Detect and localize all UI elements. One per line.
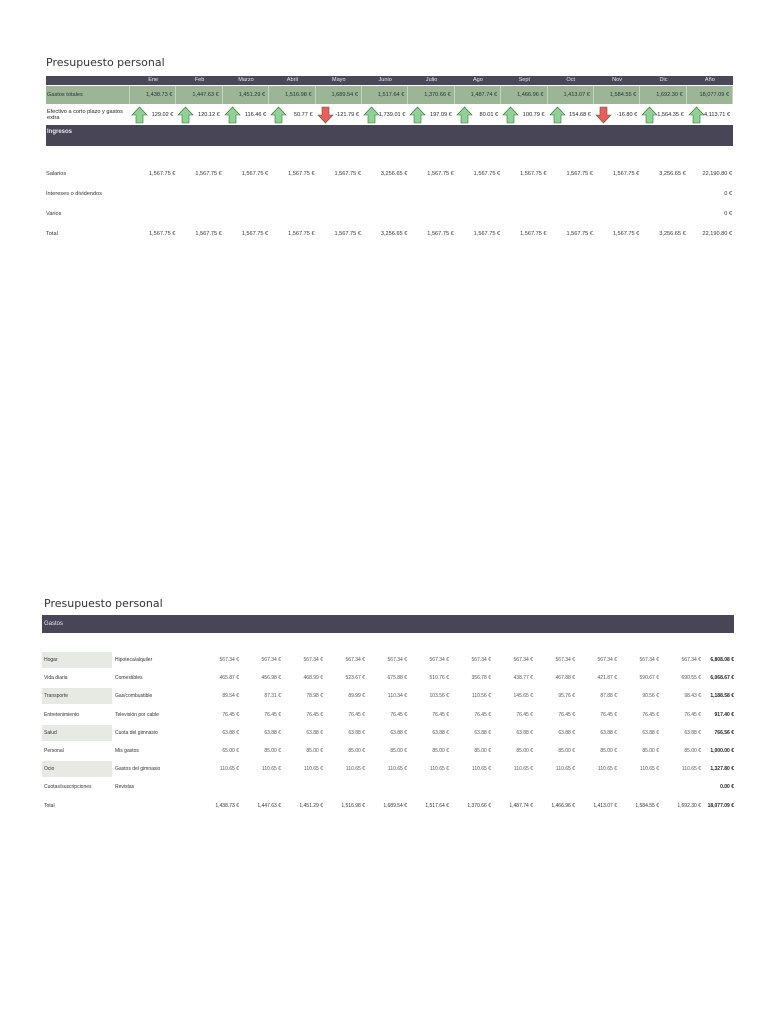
ingresos-cell	[176, 191, 222, 197]
subcategory-label: Gastos del gimnasio	[115, 766, 161, 773]
efectivo-value: 80.01 €	[479, 111, 499, 118]
efectivo-value: -121.79 €	[335, 111, 359, 118]
gastos-row	[42, 652, 734, 668]
efectivo-cell	[130, 105, 176, 125]
gastos-cell: 567.34 €	[681, 657, 701, 663]
efectivo-row	[46, 105, 733, 125]
month-header: Año	[687, 76, 733, 85]
gastos-cell: 85.00 €	[516, 748, 533, 754]
gastos-cell: 1,447.63 €	[257, 802, 281, 809]
efectivo-cell	[269, 105, 315, 125]
gastos-cell: 98.43 €	[684, 693, 701, 700]
row-label: Efectivo a corto plazo y gastos extra	[47, 108, 123, 121]
gastos-cell: 76.45 €	[264, 711, 281, 718]
efectivo-cell	[687, 105, 733, 125]
ingresos-cell: 3,256.65 €	[380, 231, 408, 237]
gastos-cell: 110.56 €	[471, 693, 491, 700]
gastos-cell: 85.00 €	[642, 748, 659, 754]
gastos-cell: 567.34 €	[303, 657, 323, 663]
gastos-cell: 1,516.98 €	[341, 802, 365, 809]
row-label: Varios	[46, 211, 62, 217]
gastos-cell: 468.99 €	[303, 675, 323, 682]
gastos-cell: 63.88 €	[600, 729, 617, 736]
gastos-cell: 110.65 €	[597, 766, 617, 773]
arrow-up-icon	[131, 106, 148, 124]
month-header: Mayo	[331, 77, 346, 84]
gastos-cell: 567.34 €	[261, 657, 281, 663]
gastos-total-cell: 1,689.54 €	[316, 86, 362, 104]
gastos-cell: 110.65 €	[429, 766, 449, 773]
gastos-total-cell: 1,370.66 €	[408, 86, 454, 104]
arrow-down-icon	[595, 106, 612, 124]
ingresos-cell	[223, 211, 269, 217]
category-label: Hogar	[42, 652, 112, 668]
year-total-cell: 1,000.00 €	[710, 748, 734, 754]
year-total-cell: 1,327.80 €	[710, 766, 734, 773]
row-label: Total	[46, 231, 58, 237]
ingresos-cell: 1,567.75 €	[195, 231, 222, 237]
ingresos-cell	[316, 211, 362, 217]
ingresos-cell: 1,567.75 €	[288, 231, 315, 237]
ingresos-cell: 1,567.75 €	[427, 231, 454, 237]
gastos-cell: 85.00 €	[348, 748, 365, 754]
ingresos-cell	[408, 211, 454, 217]
gastos-cell: 1,487.74 €	[509, 802, 533, 809]
gastos-cell: 110.65 €	[513, 766, 533, 773]
gastos-cell: 89.54 €	[222, 693, 239, 700]
gastos-cell: 85.00 €	[684, 748, 701, 754]
efectivo-cell	[594, 105, 640, 125]
gastos-cell: 1,584.55 €	[635, 802, 659, 809]
gastos-total-cell: 1,447.63 €	[176, 86, 222, 104]
ingresos-cell: 1,567.75 €	[334, 171, 361, 177]
row-label: Gastos totales	[46, 86, 130, 104]
month-header: Ago	[472, 77, 483, 84]
category-label: Ocio	[42, 761, 112, 777]
gastos-row	[42, 798, 734, 814]
gastos-cell: 63.88 €	[222, 729, 239, 736]
arrow-up-icon	[688, 106, 705, 124]
category-label: Transporte	[42, 688, 112, 704]
gastos-total-cell: 1,487.74 €	[455, 86, 501, 104]
ingresos-cell: 1,567.75 €	[612, 171, 640, 177]
gastos-cell: 110.65 €	[303, 766, 323, 773]
ingresos-row	[46, 191, 733, 197]
ingresos-cell	[455, 211, 501, 217]
gastos-cell: 85.00 €	[474, 748, 491, 754]
ingresos-cell: 1,567.75 €	[612, 231, 640, 237]
subcategory-label: Hipoteca/alquiler	[115, 657, 153, 663]
ingresos-cell: 22,190.80 €	[702, 231, 733, 237]
ingresos-row	[46, 231, 733, 237]
header-label-cell	[46, 76, 130, 85]
subcategory-label: Comestibles	[115, 675, 143, 682]
ingresos-row	[46, 211, 733, 217]
gastos-total-cell: 1,413.07 €	[548, 86, 594, 104]
gastos-cell: 567.34 €	[639, 657, 659, 663]
gastos-cell: 567.34 €	[219, 657, 239, 663]
ingresos-cell	[316, 191, 362, 197]
gastos-row	[42, 707, 734, 723]
efectivo-cell	[640, 105, 686, 125]
ingresos-cell: 1,567.75 €	[566, 171, 593, 177]
gastos-cell: 76.45 €	[600, 711, 617, 718]
month-header: Junio	[378, 77, 392, 84]
gastos-cell: 63.88 €	[306, 729, 323, 736]
gastos-total-cell: 1,451.29 €	[223, 86, 269, 104]
efectivo-value: 129.02 €	[151, 111, 174, 118]
ingresos-cell: 1,567.75 €	[148, 171, 176, 177]
page-title: Presupuesto personal	[46, 56, 165, 69]
gastos-cell: 567.34 €	[345, 657, 365, 663]
gastos-row	[42, 688, 734, 704]
arrow-up-icon	[270, 106, 287, 124]
subcategory-label: Mis gastos	[115, 748, 139, 754]
gastos-cell: 110.65 €	[219, 766, 239, 773]
ingresos-cell: 1,567.75 €	[520, 171, 547, 177]
gastos-cell: 63.88 €	[390, 729, 407, 736]
ingresos-cell: 1,567.75 €	[241, 171, 269, 177]
gastos-cell: 85.00 €	[306, 748, 323, 754]
ingresos-cell	[269, 211, 315, 217]
gastos-cell: 87.88 €	[600, 693, 617, 700]
gastos-cell: 467.88 €	[555, 675, 575, 682]
gastos-total-cell: 1,466.96 €	[501, 86, 547, 104]
efectivo-cell	[455, 105, 501, 125]
year-total-cell: 0.00 €	[720, 784, 734, 791]
gastos-cell: 76.45 €	[516, 711, 533, 718]
category-label: Cuotas/suscripciones	[44, 784, 92, 791]
gastos-total-cell: 1,584.55 €	[594, 86, 640, 104]
month-header: Sept	[518, 77, 531, 84]
gastos-totales-row	[46, 86, 733, 104]
gastos-cell: 110.65 €	[261, 766, 281, 773]
efectivo-cell	[408, 105, 454, 125]
gastos-cell: 590.67 €	[639, 675, 659, 682]
ingresos-cell: 3,256.65 €	[380, 171, 408, 177]
gastos-cell: 567.34 €	[471, 657, 491, 663]
efectivo-value: 120.12 €	[198, 111, 220, 118]
arrow-up-icon	[177, 106, 194, 124]
gastos-row	[42, 761, 734, 777]
gastos-total-cell: 18,077.09 €	[687, 86, 733, 104]
efectivo-value: 1,739.01 €	[378, 111, 406, 118]
efectivo-cell	[316, 105, 362, 125]
gastos-row	[42, 670, 734, 686]
gastos-cell: 421.87 €	[597, 675, 617, 682]
ingresos-cell: 3,256.65 €	[659, 171, 686, 177]
ingresos-cell	[501, 211, 547, 217]
ingresos-cell: 1,567.75 €	[334, 231, 361, 237]
month-header-row	[46, 76, 733, 85]
year-total-cell: 766.56 €	[714, 729, 734, 736]
ingresos-cell: 1,567.75 €	[148, 231, 176, 237]
gastos-cell: 1,370.66 €	[467, 802, 491, 809]
gastos-header: Gastos	[42, 615, 734, 633]
month-header: Nov	[612, 77, 623, 84]
month-header: Abril	[286, 77, 298, 84]
subcategory-label: Revistas	[115, 784, 135, 791]
gastos-total-cell: 1,517.64 €	[362, 86, 408, 104]
efectivo-cell	[223, 105, 269, 125]
ingresos-cell: 1,567.75 €	[427, 171, 454, 177]
gastos-cell: 567.34 €	[597, 657, 617, 663]
ingresos-cell: 0 €	[724, 211, 733, 217]
ingresos-header: Ingresos	[46, 125, 733, 146]
gastos-cell: 1,413.07 €	[593, 802, 617, 809]
arrow-up-icon	[641, 106, 658, 124]
gastos-cell: 89.99 €	[348, 693, 365, 700]
gastos-cell: 76.45 €	[390, 711, 407, 718]
gastos-cell: 63.88 €	[684, 729, 701, 736]
gastos-cell: 85.00 €	[264, 748, 281, 754]
gastos-cell: 76.45 €	[642, 711, 659, 718]
gastos-cell: 110.34 €	[387, 693, 407, 700]
arrow-up-icon	[409, 106, 426, 124]
gastos-cell: 567.34 €	[387, 657, 407, 663]
month-header: Marzo	[238, 77, 254, 84]
gastos-cell: 63.88 €	[264, 729, 281, 736]
gastos-cell: 1,692.30 €	[677, 802, 701, 809]
month-header: Oct	[566, 77, 576, 84]
ingresos-cell	[594, 191, 640, 197]
ingresos-cell	[362, 191, 408, 197]
ingresos-cell	[130, 191, 176, 197]
efectivo-value: 154.68 €	[569, 111, 591, 118]
gastos-cell: 1,466.96 €	[551, 802, 575, 809]
gastos-cell: 675.88 €	[387, 675, 407, 682]
ingresos-cell	[176, 211, 222, 217]
efectivo-value: 197.09 €	[429, 111, 452, 118]
row-label: Salarios	[46, 171, 67, 177]
efectivo-cell	[362, 105, 408, 125]
gastos-cell: 85.00 €	[600, 748, 617, 754]
ingresos-cell	[223, 191, 269, 197]
month-header: Julio	[425, 77, 438, 84]
ingresos-cell: 1,567.75 €	[241, 231, 269, 237]
gastos-cell: 63.88 €	[432, 729, 449, 736]
gastos-cell: 145.65 €	[513, 693, 533, 700]
category-label: Entretenimiento	[44, 711, 80, 718]
arrow-up-icon	[502, 106, 519, 124]
gastos-cell: 1,438.73 €	[215, 802, 239, 809]
month-header: Dic	[659, 77, 668, 84]
arrow-up-icon	[456, 106, 473, 124]
gastos-cell: 63.88 €	[558, 729, 575, 736]
ingresos-cell	[501, 191, 547, 197]
gastos-cell: 567.34 €	[429, 657, 449, 663]
category-label: Salud	[42, 725, 112, 741]
category-label: Vida diaria	[44, 675, 68, 682]
gastos-cell: 85.00 €	[558, 748, 575, 754]
arrow-up-icon	[363, 106, 380, 124]
gastos-cell: 78.98 €	[306, 693, 323, 700]
gastos-cell: 76.45 €	[306, 711, 323, 718]
ingresos-cell	[548, 211, 594, 217]
year-total-cell: 917.40 €	[714, 711, 734, 718]
gastos-cell: 465.87 €	[219, 675, 239, 682]
gastos-cell: 63.88 €	[642, 729, 659, 736]
ingresos-cell	[269, 191, 315, 197]
arrow-down-icon	[317, 106, 334, 124]
gastos-cell: 76.45 €	[432, 711, 449, 718]
page-title-2: Presupuesto personal	[44, 597, 163, 610]
gastos-cell: 110.65 €	[471, 766, 491, 773]
year-total-cell: 18,077.09 €	[707, 802, 734, 809]
gastos-total-cell: 1,692.30 €	[640, 86, 686, 104]
efectivo-value: 116.46 €	[244, 111, 267, 118]
gastos-cell: 85.00 €	[390, 748, 407, 754]
year-total-cell: 1,188.58 €	[710, 693, 734, 700]
gastos-cell: 76.45 €	[222, 711, 239, 718]
gastos-cell: 76.45 €	[684, 711, 701, 718]
gastos-cell: 510.76 €	[429, 675, 449, 682]
ingresos-cell	[640, 211, 686, 217]
gastos-cell: 65.00 €	[222, 748, 239, 754]
gastos-cell: 63.88 €	[516, 729, 533, 736]
subcategory-label: Gas/combustible	[115, 693, 153, 700]
ingresos-cell	[408, 191, 454, 197]
efectivo-cell	[501, 105, 547, 125]
gastos-cell: 90.56 €	[642, 693, 659, 700]
efectivo-cell	[548, 105, 594, 125]
gastos-cell: 1,517.64 €	[425, 802, 449, 809]
gastos-cell: 63.88 €	[348, 729, 365, 736]
ingresos-cell: 3,256.65 €	[659, 231, 686, 237]
gastos-total-cell: 1,516.98 €	[269, 86, 315, 104]
ingresos-cell	[594, 211, 640, 217]
gastos-cell: 356.78 €	[471, 675, 491, 682]
gastos-cell: 1,451.29 €	[299, 802, 323, 809]
month-header: Feb	[194, 77, 205, 84]
gastos-row	[42, 725, 734, 741]
ingresos-cell: 22,190.80 €	[702, 171, 733, 177]
gastos-cell: 1,689.54 €	[383, 802, 407, 809]
row-label: Intereses o dividendos	[46, 191, 102, 197]
gastos-cell: 567.34 €	[555, 657, 575, 663]
gastos-total-cell: 1,438.73 €	[130, 86, 176, 104]
category-label: Personal	[44, 748, 64, 754]
month-header: Ene	[148, 77, 159, 84]
arrow-up-icon	[224, 106, 241, 124]
gastos-cell: 76.45 €	[348, 711, 365, 718]
ingresos-cell: 1,567.75 €	[566, 231, 593, 237]
ingresos-row	[46, 171, 733, 177]
gastos-cell: 76.45 €	[474, 711, 491, 718]
gastos-cell: 523.67 €	[345, 675, 365, 682]
ingresos-cell: 1,567.75 €	[473, 231, 501, 237]
ingresos-cell: 1,567.75 €	[473, 171, 501, 177]
gastos-row	[42, 779, 734, 795]
gastos-cell: 438.77 €	[513, 675, 533, 682]
subcategory-label: Cuota del gimnasio	[115, 729, 158, 736]
gastos-cell: 76.45 €	[558, 711, 575, 718]
ingresos-cell: 1,567.75 €	[195, 171, 222, 177]
efectivo-value: 4,113.71 €	[704, 111, 731, 118]
gastos-cell: 567.34 €	[513, 657, 533, 663]
ingresos-cell	[548, 191, 594, 197]
efectivo-value: 1,564.35 €	[657, 111, 684, 118]
gastos-cell: 110.65 €	[387, 766, 407, 773]
ingresos-cell: 1,567.75 €	[288, 171, 315, 177]
efectivo-value: 100.79 €	[522, 111, 545, 118]
ingresos-cell	[455, 191, 501, 197]
gastos-cell: 63.88 €	[474, 729, 491, 736]
gastos-cell: 95.76 €	[558, 693, 575, 700]
year-total-cell: 6,808.08 €	[710, 657, 734, 663]
gastos-cell: 690.55 €	[681, 675, 701, 682]
efectivo-value: 50.77 €	[293, 111, 313, 118]
gastos-row	[42, 743, 734, 759]
gastos-cell: 110.65 €	[345, 766, 365, 773]
year-total-cell: 6,068.67 €	[710, 675, 734, 682]
category-label: Total	[44, 802, 55, 809]
efectivo-cell	[176, 105, 222, 125]
ingresos-cell: 1,567.75 €	[520, 231, 547, 237]
efectivo-value: -16.80 €	[616, 111, 638, 118]
arrow-up-icon	[549, 106, 566, 124]
gastos-cell: 110.65 €	[639, 766, 659, 773]
gastos-cell: 85.00 €	[432, 748, 449, 754]
gastos-cell: 110.65 €	[681, 766, 701, 773]
subcategory-label: Televisión por cable	[115, 711, 159, 718]
ingresos-cell	[640, 191, 686, 197]
ingresos-cell: 0 €	[724, 191, 733, 197]
gastos-cell: 456.98 €	[261, 675, 281, 682]
gastos-cell: 103.56 €	[429, 693, 449, 700]
ingresos-cell	[130, 211, 176, 217]
gastos-cell: 87.31 €	[264, 693, 281, 700]
ingresos-cell	[362, 211, 408, 217]
gastos-cell: 110.65 €	[555, 766, 575, 773]
